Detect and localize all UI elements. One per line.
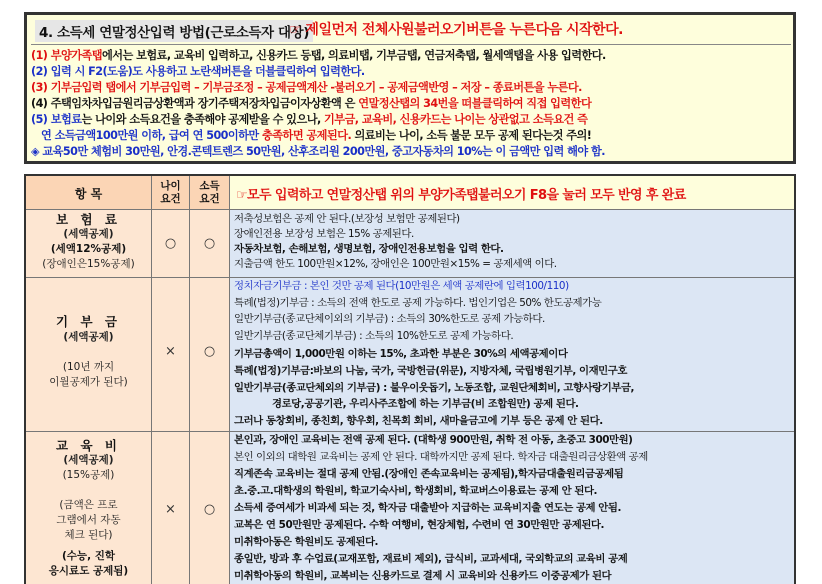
row-donation-item [26, 278, 152, 432]
education-line-6: 교복은 연 50만원만 공제된다. 수학 여행비, 현장체험, 수련비 연 30만원만 공제된다. [234, 519, 604, 531]
education-line-7: 미취학아동은 학원비도 공제된다. [234, 536, 379, 548]
insurance-line-1: 저축성보험은 공제 안 된다.(보장성 보험만 공제된다) [234, 213, 460, 225]
donation-age-mark: × [165, 344, 176, 359]
education-sub4: 그램에서 자동 [56, 514, 121, 526]
instruction-1-text: 에서는 보험료, 교육비 입력하고, 신용카드 등탭, 의료비탭, 기부금탭, 연금저축탭, 월세액탭을 사용 입력한다. [102, 49, 606, 62]
instruction-5-label: (5) 보험료 [31, 113, 82, 126]
education-line-4: 초.중.고.대학생의 학원비, 학교기숙사비, 학생회비, 학교버스이용료는 공제 안 된다. [234, 485, 598, 497]
insurance-title: 보 험 료 [56, 212, 121, 227]
education-sub6: (수능, 진학 [61, 550, 115, 562]
education-sub7: 응시료도 공제됨) [48, 565, 129, 577]
insurance-sub3: (장애인은15%공제) [42, 258, 135, 270]
insurance-line-4: 지출금액 한도 100만원×12%, 장애인은 100만원×15% = 공제세액 이다. [234, 258, 557, 270]
section-title: 4. 소득세 연말정산입력 방법(근로소득자 대상) [35, 20, 313, 42]
instruction-line-2: (2) 입력 시 F2(도움)도 사용하고 노란색버튼을 더블클릭하여 입력한다. [31, 65, 365, 78]
row-insurance-desc [230, 210, 796, 278]
header-age [152, 176, 190, 210]
education-line-2: 본인 이외의 대학원 교육비는 공제 안 된다. 대학까지만 공제 된다. 학자금 대출원리금상환액 공제 [234, 451, 648, 463]
instruction-line-4 [31, 96, 591, 112]
row-insurance-income [190, 210, 230, 278]
insurance-age-mark: ○ [164, 236, 177, 251]
row-donation-desc [230, 278, 796, 432]
donation-line-3: 일반기부금(종교단체이외의 기부금) : 소득의 30%한도로 공제 가능하다. [234, 313, 545, 325]
instruction-line-3: (3) 기부금입력 탭에서 기부금입력 – 기부금조정 – 공제금액계산 -불러오기 – 공제금액반영 – 저장 – 종료버튼을 누른다. [31, 81, 582, 94]
row-education-age [152, 432, 190, 584]
instruction-6-highlight: 충족하면 공제된다. [262, 129, 352, 142]
insurance-sub1: (세액공제) [63, 228, 114, 240]
row-education-income [190, 432, 230, 584]
donation-line-5: 기부금총액이 1,000만원 이하는 15%, 초과한 부분은 30%의 세액공제이다 [234, 348, 568, 360]
instruction-5-text: 는 나이와 소득요건을 충족해야 공제받을 수 있으나, [81, 113, 324, 126]
instruction-line-5 [31, 112, 587, 128]
title-divider [31, 44, 791, 45]
education-line-9: 미취학아동의 학원비, 교복비는 신용카드로 결제 시 교육비와 신용카드 이중공제가 된다 [234, 570, 612, 582]
donation-line-9: 그러나 동창회비, 종친회, 향우회, 친목회 회비, 새마을금고에 기부 등은 공제 안 된다. [234, 415, 603, 427]
header-income [190, 176, 230, 210]
donation-line-7: 일반기부금(종교단체외의 기부금) : 불우이웃돕기, 노동조합, 교원단체회비, 고향사랑기부금, [234, 382, 635, 394]
row-insurance-age [152, 210, 190, 278]
instruction-5-highlight: 기부금, 교육비, 신용카드는 나이는 상관없고 소득요건 즉 [324, 113, 588, 126]
insurance-income-mark: ○ [203, 236, 216, 251]
education-line-3: 직계존속 교육비는 절대 공제 안됨.(장애인 존속교육비는 공제됨),학자금대출원리금공제됨 [234, 468, 624, 480]
donation-line-1-text: 정치자금기부금 : 본인 것만 공제 된다(10만원은 세액 공제란에 입력100/110) [234, 280, 569, 292]
donation-sub2: (10년 까지 [62, 361, 115, 373]
instruction-line-6 [41, 128, 591, 144]
deduction-table [24, 174, 796, 584]
donation-line-6-text: 특례(법정)기부금:바보의 나눔, 국가, 국방헌금(위문), 지방자체, 국립병원기부, 이재민구호 [234, 365, 627, 377]
insurance-sub2: (세액12%공제) [50, 243, 127, 255]
education-sub5: 체크 된다) [64, 529, 113, 541]
insurance-line-2: 장애인전용 보장성 보험은 15% 공제된다. [234, 228, 414, 240]
donation-income-mark: ○ [203, 344, 216, 359]
education-sub2: (15%공제) [62, 469, 115, 481]
donation-line-6 [234, 364, 627, 380]
donation-line-2: 특례(법정)기부금 : 소득의 전액 한도로 공제 가능하다. 법인기업은 50% 한도공제가능 [234, 297, 602, 309]
row-donation-age [152, 278, 190, 432]
row-donation-income [190, 278, 230, 432]
education-income-mark: ○ [203, 502, 216, 517]
row-education-desc [230, 432, 796, 584]
education-sub3: (금액은 프로 [59, 499, 118, 511]
donation-title: 기 부 금 [56, 314, 121, 329]
donation-line-8: 경로당,공공기관, 우리사주조합에 하는 기부금(비 조합원만) 공제 된다. [272, 398, 579, 410]
header-desc [230, 176, 796, 210]
instruction-6-text: 연 소득금액100만원 이하, 급여 연 500이하만 [41, 129, 263, 142]
donation-line-1 [234, 279, 569, 295]
instruction-line-7: ◈ 교육50만 체험비 30만원, 안경.콘텍트렌즈 50만원, 산후조리원 200만원, 중고자동차의 10%는 이 금액만 입력 해야 함. [31, 145, 605, 158]
education-sub1: (세액공제) [63, 454, 114, 466]
donation-sub3: 이월공제가 된다) [49, 376, 128, 388]
header-income-text: 소득 요건 [199, 180, 220, 205]
start-instruction: ☞ 제일먼저 전체사원불러오기버튼을 누른다음 시작한다. [289, 22, 623, 38]
education-line-8: 종일반, 방과 후 수업료(교재포함, 재료비 제외), 급식비, 교과세대, 국외학교의 교육비 공제 [234, 553, 628, 565]
insurance-line-3: 자동차보험, 손해보험, 생명보험, 장애인전용보험을 입력 한다. [234, 243, 504, 255]
education-age-mark: × [165, 502, 176, 517]
instruction-4-highlight: 연말정산탭의 34번을 떠블클릭하여 직접 입력한다 [358, 97, 592, 110]
header-age-text: 나이 요건 [160, 180, 181, 205]
header-desc-label: ☞모두 입력하고 연말정산탭 위의 부양가족탭불러오기 F8을 눌러 모두 반영 후 완료 [236, 188, 686, 203]
instruction-4-text: (4) 주택임차차입금원리금상환액과 장기주택저장차입금이자상환액 은 [31, 97, 359, 110]
instruction-1-highlight: (1) 부양가족탭 [31, 49, 102, 62]
donation-sub1: (세액공제) [63, 331, 114, 343]
title-row [27, 15, 793, 45]
header-item-label: 항 목 [74, 187, 103, 201]
instruction-6-note: 의료비는 나이, 소득 불문 모두 공제 된다는것 주의! [351, 129, 592, 142]
education-line-5: 소득세 증여세가 비과세 되는 것, 학자금 대출받아 지급하는 교육비지출 연도는 공제 안됨. [234, 502, 621, 514]
header-income-label [190, 180, 229, 206]
instruction-box [24, 12, 796, 164]
header-age-label [152, 180, 189, 206]
row-education-item [26, 432, 152, 584]
education-line-1: 본인과, 장애인 교육비는 전액 공제 된다. (대학생 900만원, 취학 전 아동, 초중고 300만원) [234, 434, 633, 446]
header-item [26, 176, 152, 210]
education-title: 교 육 비 [56, 438, 121, 453]
donation-line-4: 일반기부금(종교단체기부금) : 소득의 10%한도로 공제 가능하다. [234, 330, 514, 342]
row-insurance-item [26, 210, 152, 278]
instruction-line-1 [31, 48, 606, 64]
